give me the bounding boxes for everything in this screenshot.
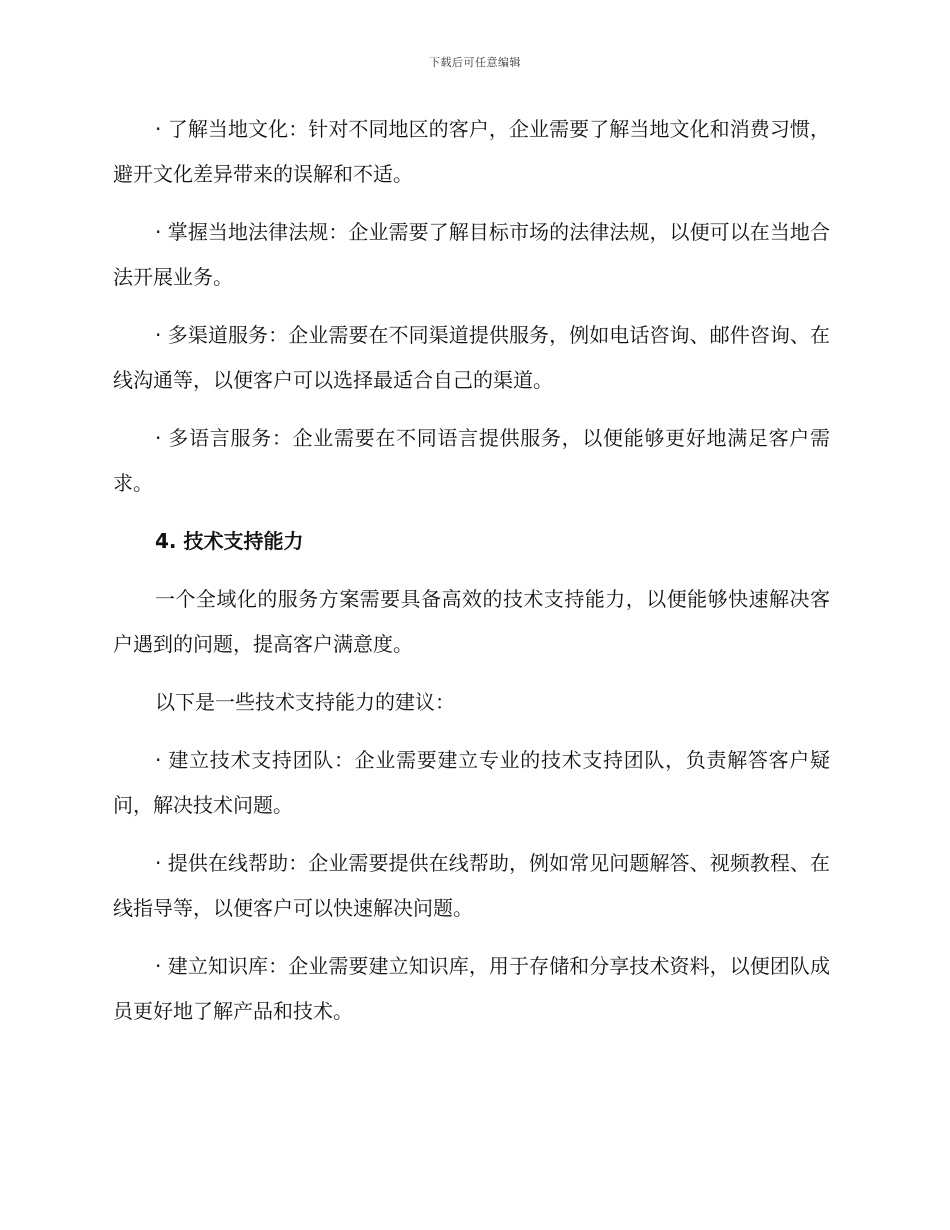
bullet-knowledge-base: · 建立知识库：企业需要建立知识库，用于存储和分享技术资料，以便团队成员更好地了解产品和技术。 (113, 954, 830, 1023)
bullet-support-team: · 建立技术支持团队：企业需要建立专业的技术支持团队，负责解答客户疑问，解决技术问题。 (113, 748, 830, 817)
bullet-local-culture: · 了解当地文化：针对不同地区的客户，企业需要了解当地文化和消费习惯，避开文化差异带来的误解和不适。 (113, 117, 830, 186)
bullet-local-law: · 掌握当地法律法规：企业需要了解目标市场的法律法规，以便可以在当地合法开展业务。 (113, 220, 830, 289)
document-body (113, 107, 830, 1047)
bullet-online-help: · 提供在线帮助：企业需要提供在线帮助，例如常见问题解答、视频教程、在线指导等，以便客户可以快速解决问题。 (113, 851, 830, 920)
paragraph-tech-support-intro: 一个全域化的服务方案需要具备高效的技术支持能力，以便能够快速解决客户遇到的问题，提高客户满意度。 (113, 587, 830, 656)
section-heading-tech-support: 4. 技术支持能力 (155, 529, 304, 553)
page-header-note: 下载后可任意编辑 (429, 56, 521, 69)
paragraph-suggestions-lead: 以下是一些技术支持能力的建议： (155, 690, 455, 714)
bullet-multilanguage-service: · 多语言服务：企业需要在不同语言提供服务，以便能够更好地满足客户需求。 (113, 426, 830, 495)
bullet-multichannel-service: · 多渠道服务：企业需要在不同渠道提供服务，例如电话咨询、邮件咨询、在线沟通等，以便客户可以选择最适合自己的渠道。 (113, 323, 830, 392)
